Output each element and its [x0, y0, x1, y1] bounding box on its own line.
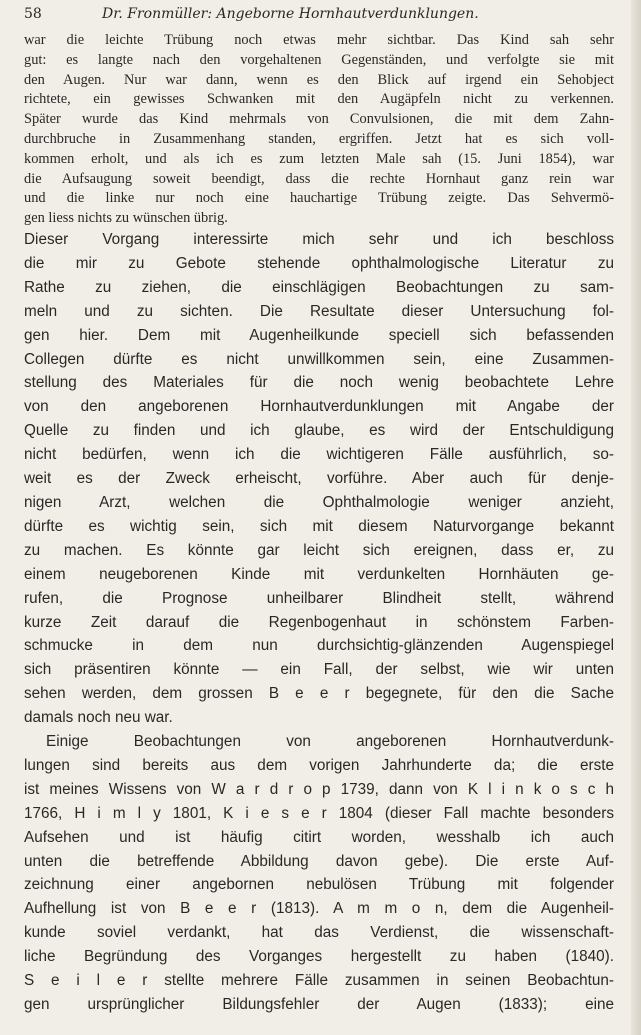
text-line: war die leichte Trübung noch etwas mehr sichtbar. Das Kind sah sehr	[24, 32, 614, 48]
text-line: Aufsehen und ist häufig citirt worden, wesshalb ich auch	[24, 828, 614, 846]
page-header	[24, 6, 611, 28]
text-line: liche Begründung des Vorganges hergestellt zu haben (1840).	[24, 948, 614, 966]
page-number: 58	[24, 6, 42, 22]
text-line: den Augen. Nur war dann, wenn es den Blick auf irgend ein Sehobject	[24, 71, 614, 88]
text-line: Einige Beobachtungen von angeborenen Hornhautverdunk-	[46, 733, 614, 751]
text-line: richtete, ein gewisses Schwanken mit den Augäpfeln nicht zu verkennen.	[24, 91, 614, 108]
text-line: S e i l e r stellte mehrere Fälle zusammen in seinen Beobachtun-	[24, 972, 614, 990]
text-line: nicht bedürfen, wenn ich die wichtigeren Fälle ausführlich, so-	[24, 446, 614, 464]
text-line: gen liess nichts zu wünschen übrig.	[24, 210, 228, 227]
text-line: Dieser Vorgang interessirte mich sehr und ich beschloss	[24, 231, 614, 248]
text-line: damals noch neu war.	[24, 709, 173, 727]
paragraph-intro	[24, 228, 614, 730]
text-line: zeichnung einer angebornen nebulösen Trübung mit folgender	[24, 876, 614, 894]
text-line: gut: es langte nach den vorgehaltenen Gegenständen, und verfolgte sie mit	[24, 51, 614, 68]
text-line: die Aufsaugung soweit beendigt, dass die rechte Hornhaut ganz rein war	[24, 170, 614, 187]
text-line: zu machen. Es könnte gar leicht sich ereignen, dass er, zu	[24, 541, 614, 559]
text-line: nigen Arzt, welchen die Ophthalmologie weniger anzieht,	[24, 493, 614, 511]
text-line: ist meines Wissens von W a r d r o p 1739, dann von K l i n k o s c h	[24, 780, 614, 798]
text-line: kunde soviel verdankt, hat das Verdienst, die wissenschaft-	[24, 924, 614, 942]
main-text	[24, 228, 614, 1017]
running-title: Dr. Fronmüller: Angeborne Hornhautverdunklungen.	[102, 6, 479, 22]
text-line: dürfte es wichtig sein, sich mit diesem Naturvorgange bekannt	[24, 517, 614, 535]
text-line: Aufhellung ist von B e e r (1813). A m m o n, dem die Augenheil-	[24, 900, 614, 918]
text-line: schmucke in dem nun durchsichtig-glänzenden Augenspiegel	[24, 637, 614, 655]
text-line: durchbruche in Zusammenhang standen, ergriffen. Jetzt hat es sich voll-	[24, 130, 614, 147]
text-line: stellung des Materiales für die noch wenig beobachtete Lehre	[24, 374, 614, 392]
text-line: Quelle zu finden und ich glaube, es wird der Entschuldigung	[24, 422, 614, 440]
text-line: Collegen dürfte es nicht unwillkommen sein, eine Zusammen-	[24, 350, 614, 368]
text-line: weit es der Zweck erheischt, vorführe. Aber auch für denje-	[24, 470, 614, 488]
text-line: lungen sind bereits aus dem vorigen Jahrhunderte da; die erste	[24, 756, 614, 774]
text-line: kommen erholt, und als ich es zum letzten Male sah (15. Juni 1854), war	[24, 150, 614, 167]
text-line: meln und zu sichten. Die Resultate dieser Untersuchung fol-	[24, 302, 614, 320]
text-line: 1766, H i m l y 1801, K i e s e r 1804 (dieser Fall machte besonders	[24, 804, 614, 822]
text-line: Später wurde das Kind mehrmals von Convulsionen, die mit dem Zahn-	[24, 111, 614, 128]
text-line: und die linke nur noch eine hauchartige Trübung zeigte. Das Sehvermö-	[24, 190, 614, 207]
text-line: gen ursprünglicher Bildungsfehler der Augen (1833); eine	[24, 996, 614, 1013]
page-edge-shadow	[631, 0, 641, 1035]
text-line: Rathe zu ziehen, die einschlägigen Beobachtungen zu sam-	[24, 278, 614, 296]
paragraph-history	[24, 730, 614, 1017]
text-line: von den angeborenen Hornhautverdunklungen mit Angabe der	[24, 398, 614, 416]
text-line: die mir zu Gebote stehende ophthalmologische Literatur zu	[24, 254, 614, 272]
text-line: unten die betreffende Abbildung davon gebe). Die erste Auf-	[24, 852, 614, 870]
paragraph-case-report-end	[24, 31, 614, 229]
text-line: sich präsentiren könnte — ein Fall, der selbst, wie wir unten	[24, 661, 614, 679]
text-line: gen hier. Dem mit Augenheilkunde speciell sich befassenden	[24, 326, 614, 344]
text-line: sehen werden, dem grossen B e e r begegnete, für den die Sache	[24, 685, 614, 703]
text-line: rufen, die Prognose unheilbarer Blindheit stellt, während	[24, 589, 614, 607]
text-line: einem neugeborenen Kinde mit verdunkelten Hornhäuten ge-	[24, 565, 614, 583]
text-line: kurze Zeit darauf die Regenbogenhaut in schönstem Farben-	[24, 613, 614, 631]
